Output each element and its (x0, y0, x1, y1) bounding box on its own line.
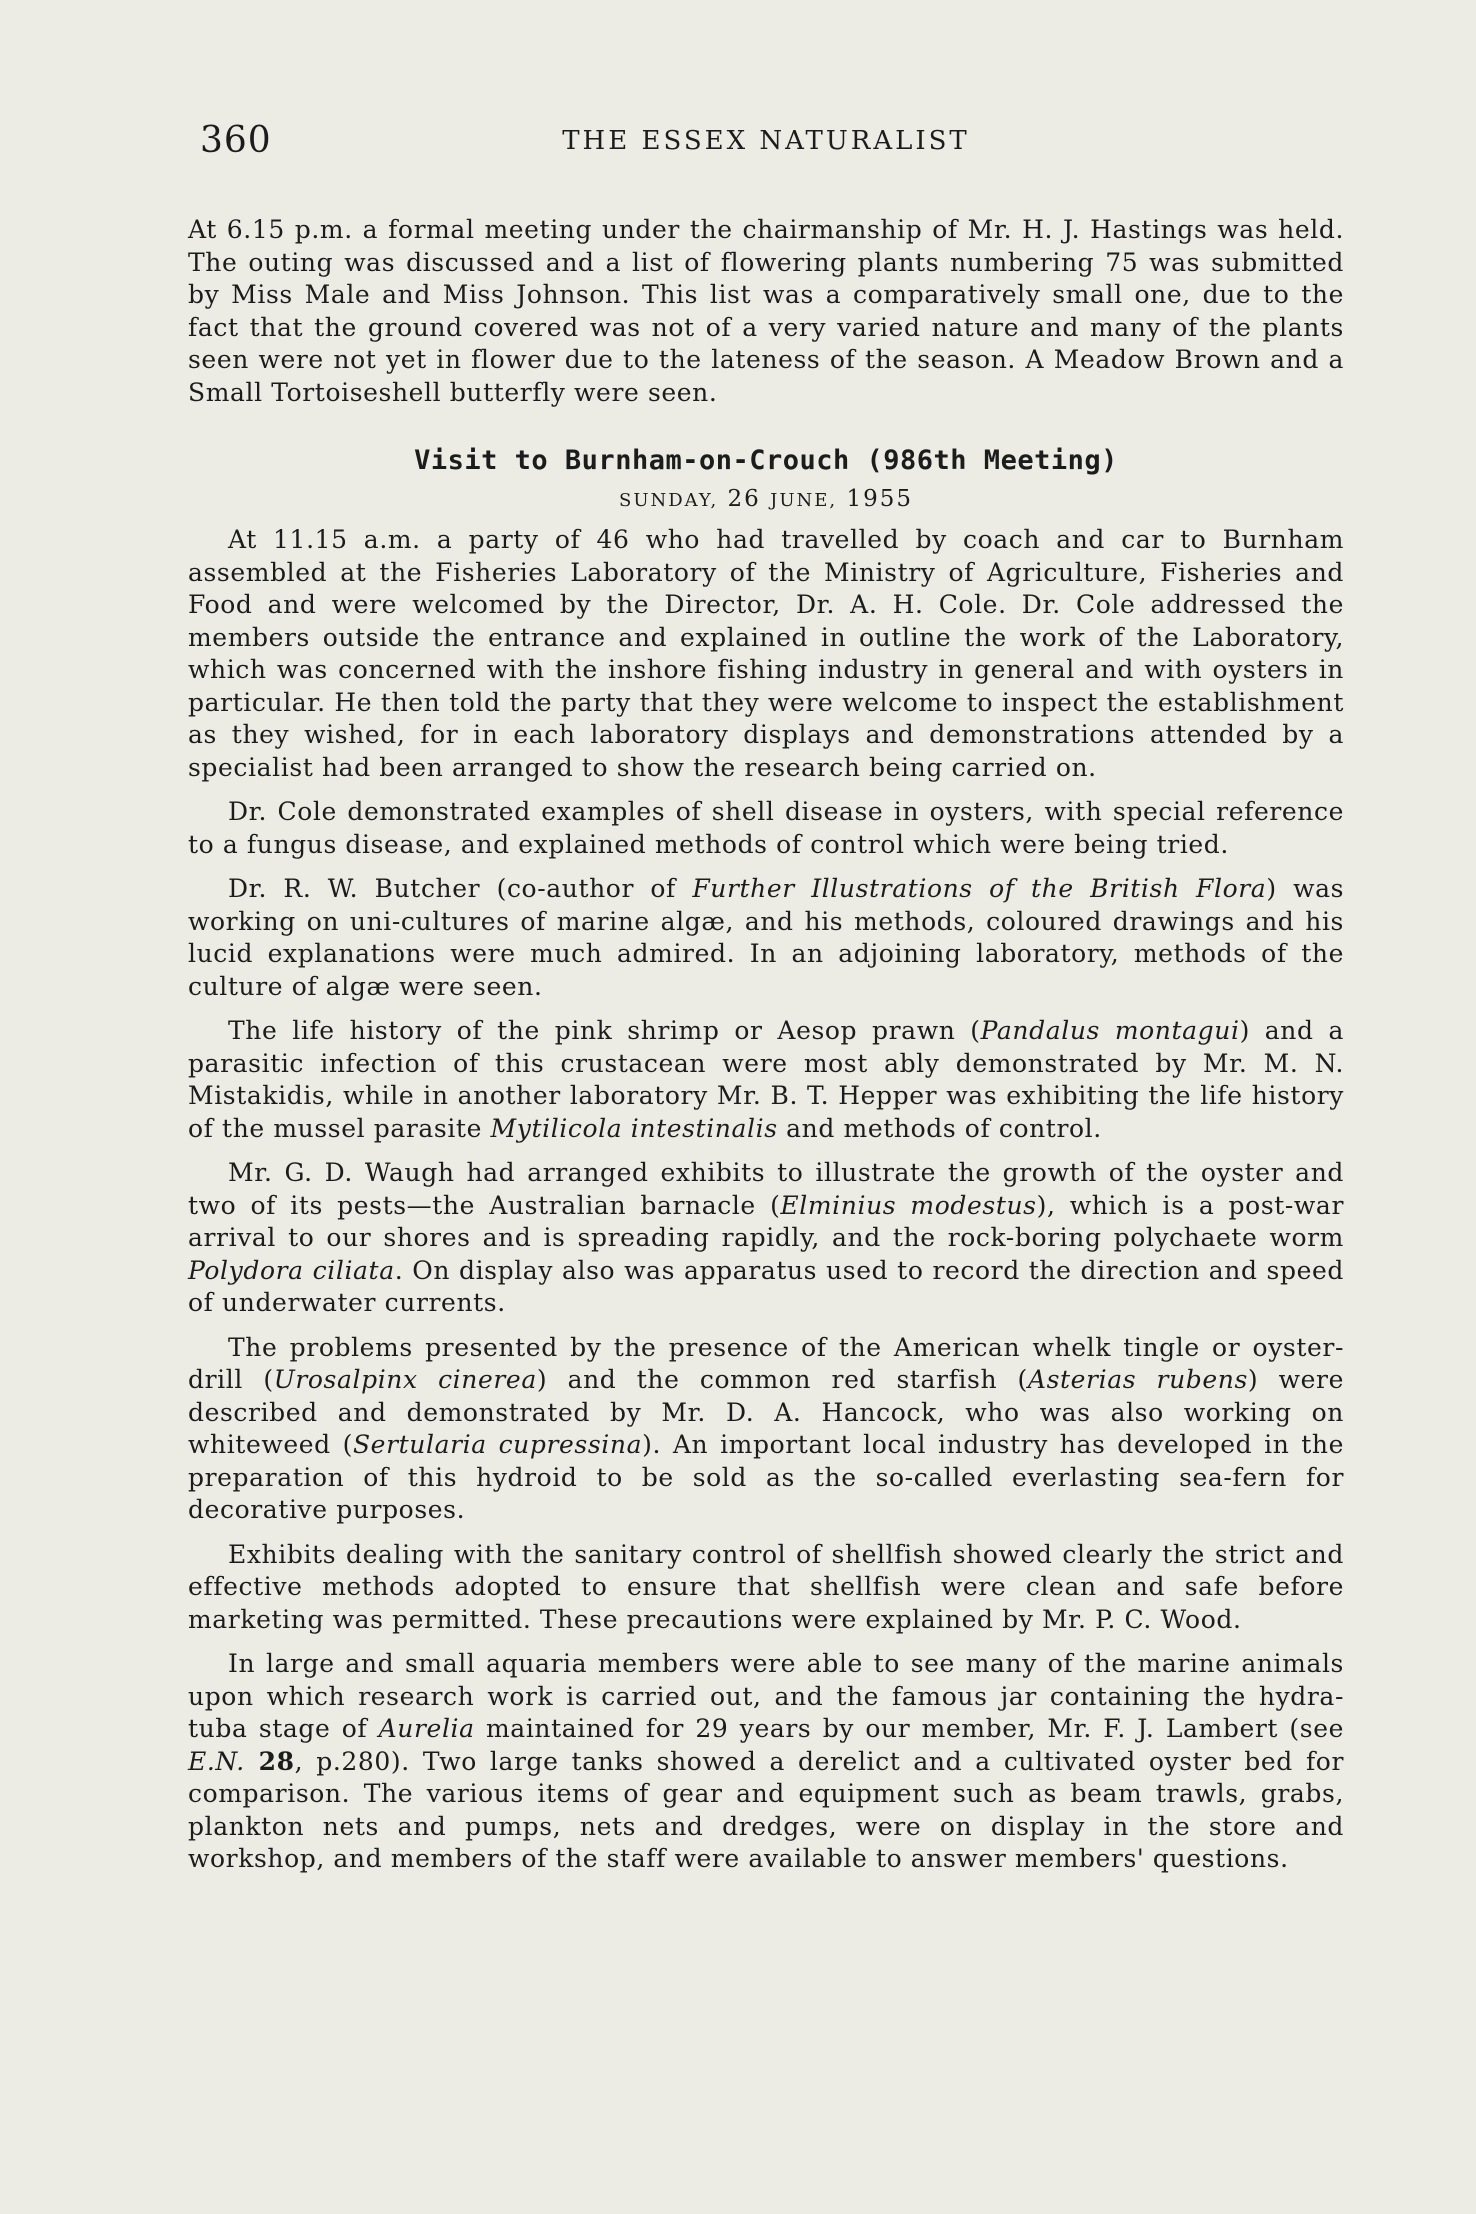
species-name: Sertularia cupressina (352, 1430, 643, 1459)
body-text (188, 214, 1344, 1876)
species-name: Elminius modestus (780, 1190, 1037, 1220)
text-run: ) and a parasitic infection of this crustacean were most ably demonstrated by Mr. M. N. Mistakidis, while in another laboratory Mr. B. T. Hepper was exhibiting the life history of the mussel parasite (188, 1016, 1344, 1143)
species-name: Asterias rubens (1027, 1365, 1248, 1394)
paragraph-arrival: At 11.15 a.m. a party of 46 who had travelled by coach and car to Burnham assembled at the Fisheries Laboratory of the Ministry of Agriculture, Fisheries and Food and were welcomed by the Director, Dr. A. H. Cole. Dr. Cole addressed the members outside the entrance and explained in outline the work of the Laboratory, which was concerned with the inshore fishing industry in general and with oysters in particular. He then told the party that they were welcome to inspect the establishment as they wished, for in each laboratory displays and demonstrations attended by a specialist had been arranged to show the research being carried on. (188, 525, 1344, 782)
species-name: Urosalpinx cinerea (273, 1365, 537, 1394)
species-name: Polydora ciliata (188, 1255, 395, 1285)
text-run: and methods of control. (777, 1113, 1102, 1143)
text-run: ), which is a post-war arrival to our shores and is spreading rapidly, and the rock-boring polychaete worm (188, 1190, 1344, 1252)
paragraph-shell-disease: Dr. Cole demonstrated examples of shell disease in oysters, with special reference to a fungus disease, and explained methods of control which were being tried. (188, 797, 1344, 859)
text-run: The problems presented by the presence of the American whelk tingle or oyster-drill ( (188, 1332, 1344, 1394)
date-year: 1955 (846, 486, 913, 512)
page-header (188, 118, 1344, 176)
date-day: SUNDAY, (618, 490, 719, 511)
journal-abbrev: E.N. (188, 1746, 245, 1776)
date-number: 26 (727, 486, 761, 512)
paragraph-algae (188, 873, 1344, 1003)
text-run: ) were described and demonstrated by Mr. D. A. Hancock, who was also working on whiteweed ( (188, 1365, 1344, 1459)
paragraph-aquaria (188, 1648, 1344, 1876)
paragraph-oyster-pests (188, 1157, 1344, 1320)
text-run: . On display also was apparatus used to record the direction and speed of underwater currents. (188, 1255, 1344, 1317)
text-run: , p.280). Two large tanks showed a derelict and a cultivated oyster bed for comparison. The various items of gear and equipment such as beam trawls, grabs, plankton nets and pumps, nets and dredges, were on display in the store and workshop, and members of the staff were available to answer members' questions. (188, 1746, 1345, 1873)
paragraph-shrimp (188, 1015, 1344, 1145)
section-date (188, 486, 1344, 512)
text-run: ). An important local industry has developed in the preparation of this hydroid to be sold as the so-called everlasting sea-fern for decorative purposes. (188, 1430, 1344, 1524)
species-name: Aurelia (378, 1714, 475, 1743)
text-run: In large and small aquaria members were able to see many of the marine animals upon which research work is carried out, and the famous jar containing the hydra-tuba stage of (188, 1649, 1344, 1743)
text-run: Mr. G. D. Waugh had arranged exhibits to illustrate the growth of the oyster and two of its pests—the Australian barnacle ( (188, 1158, 1344, 1220)
italic-title: Further Illustrations of the British Flora (692, 874, 1267, 903)
running-head: THE ESSEX NATURALIST (562, 126, 970, 156)
paragraph-intro: At 6.15 p.m. a formal meeting under the chairmanship of Mr. H. J. Hastings was held. The outing was discussed and a list of flowering plants numbering 75 was submitted by Miss Male and Miss Johnson. This list was a comparatively small one, due to the fact that the ground covered was not of a very varied nature and many of the plants seen were not yet in flower due to the lateness of the season. A Meadow Brown and a Small Tortoiseshell butterfly were seen. (188, 215, 1344, 407)
species-name: Pandalus montagui (980, 1016, 1240, 1045)
section-heading: Visit to Burnham-on-Crouch (986th Meeting) (414, 445, 1118, 476)
date-month: JUNE, (770, 490, 838, 511)
volume-number: 28 (244, 1746, 295, 1776)
text-run: Dr. R. W. Butcher (co-author of (228, 874, 693, 903)
text-run: ) and the common red starfish ( (536, 1365, 1028, 1394)
text-run: ) was working on uni-cultures of marine algæ, and his methods, coloured drawings and his lucid explanations were much admired. In an adjoining laboratory, methods of the culture of algæ were seen. (188, 874, 1344, 1001)
species-name: Mytilicola intestinalis (490, 1113, 778, 1143)
text-run: maintained for 29 years by our member, Mr. F. J. Lambert (see (474, 1714, 1344, 1743)
paragraph-sanitary-control: Exhibits dealing with the sanitary control of shellfish showed clearly the strict and effective methods adopted to ensure that shellfish were clean and safe before marketing was permitted. These precautions were explained by Mr. P. C. Wood. (188, 1539, 1344, 1634)
paragraph-whelk-starfish (188, 1332, 1344, 1527)
page-number: 360 (200, 120, 272, 161)
text-run: The life history of the pink shrimp or Aesop prawn ( (228, 1016, 981, 1045)
